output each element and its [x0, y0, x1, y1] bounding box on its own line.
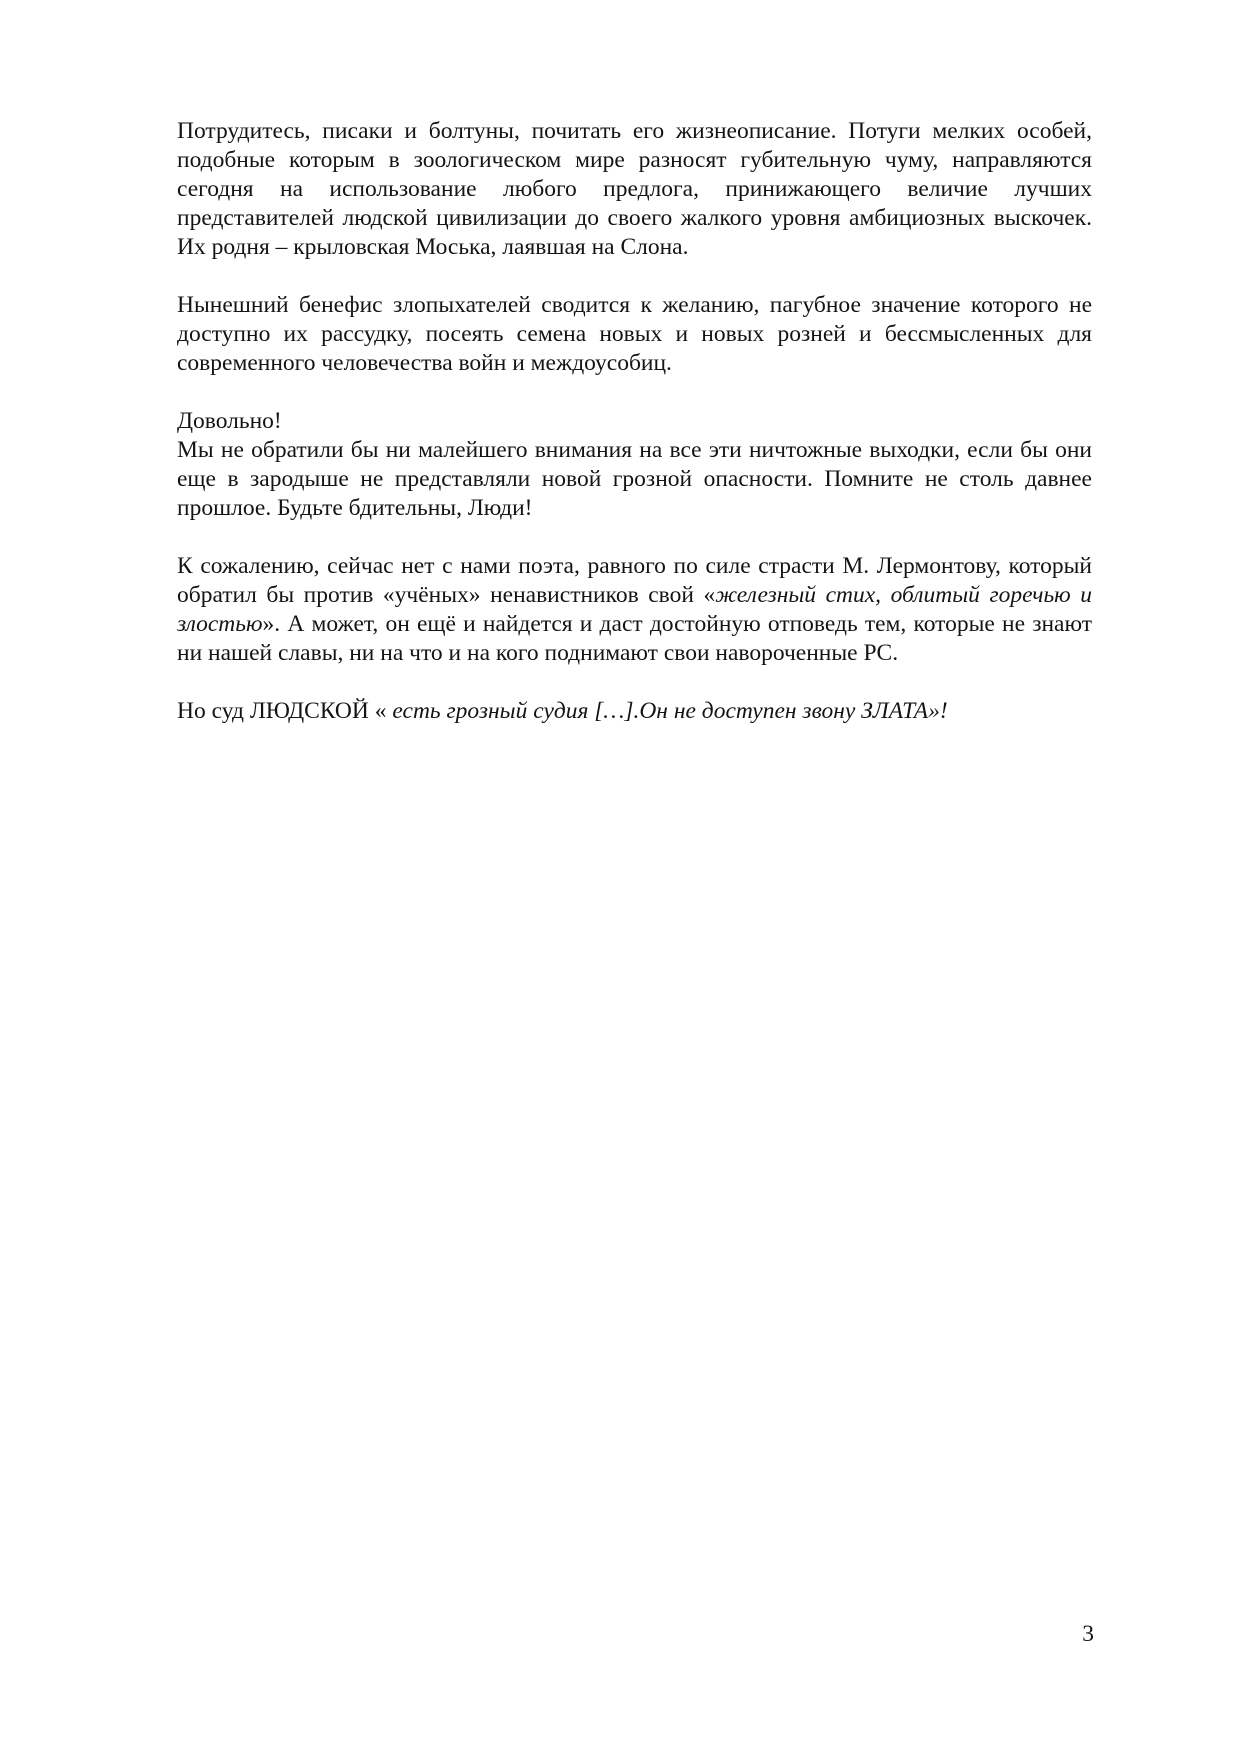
page-number: 3	[1082, 1621, 1094, 1647]
paragraph-3	[177, 407, 1092, 523]
paragraph-4	[177, 552, 1092, 668]
paragraph-5	[177, 697, 1092, 726]
paragraph-3-exclamation: Довольно!	[177, 408, 282, 434]
paragraph-3-text: Мы не обратили бы ни малейшего внимания на все эти ничтожные выходки, если бы они еще в зародыше не представляли новой грозной опасности. Помните не столь давнее прошлое. Будьте бдительны, Люди!	[177, 437, 1092, 521]
paragraph-2	[177, 291, 1092, 378]
paragraph-2-text: Нынешний бенефис злопыхателей сводится к желанию, пагубное значение которого не доступно их рассудку, посеять семена новых и новых розней и бессмысленных для современного человечества войн и междоусобиц.	[177, 292, 1092, 376]
paragraph-1-text: Потрудитесь, писаки и болтуны, почитать его жизнеописание. Потуги мелких особей, подобные которым в зоологическом мире разносят губительную чуму, направляются сегодня на использование любого предлога, принижающего величие лучших представителей людской цивилизации до своего жалкого уровня амбициозных выскочек. Их родня – крыловская Моська, лаявшая на Слона.	[177, 118, 1092, 260]
paragraph-1	[177, 117, 1092, 262]
paragraph-4-text-start: К сожалению, сейчас нет с нами поэта, равного по силе страсти М. Лермонтову, который обратил бы против «учёных» ненавистников свой «	[177, 553, 1092, 608]
paragraph-5-text-start: Но суд ЛЮДСКОЙ «	[177, 698, 393, 724]
document-body	[177, 117, 1092, 726]
paragraph-4-quote: железный стих, облитый горечью и злостью	[177, 582, 1092, 637]
paragraph-4-text-end: ». А может, он ещё и найдется и даст достойную отповедь тем, которые не знают ни нашей славы, ни на что и на кого поднимают свои навороченные PC.	[177, 611, 1092, 666]
paragraph-5-quote: есть грозный судия […].Он не доступен звону ЗЛАТА»!	[392, 698, 948, 724]
